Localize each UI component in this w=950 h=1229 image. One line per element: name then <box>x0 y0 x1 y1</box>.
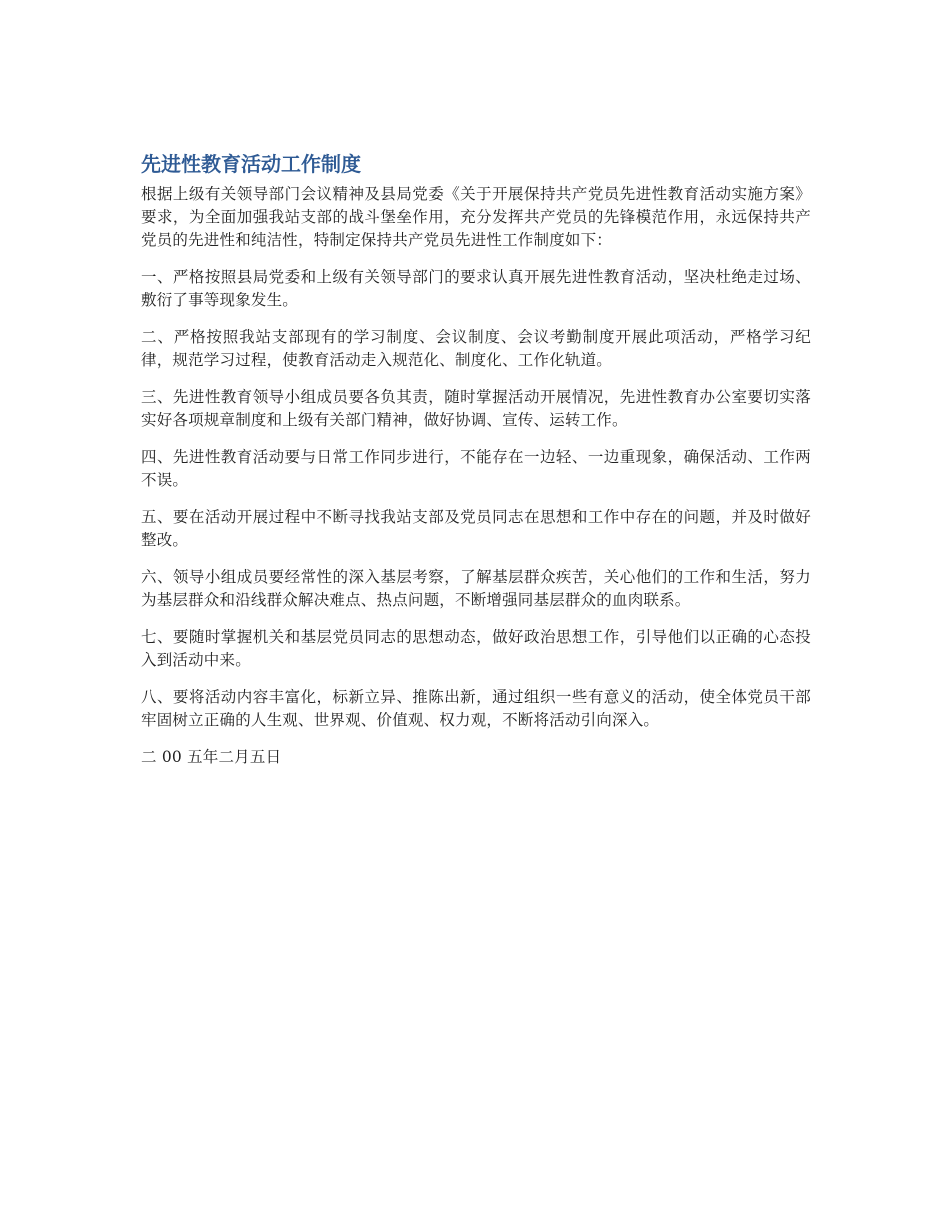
rule-item-4: 四、先进性教育活动要与日常工作同步进行，不能存在一边轻、一边重现象，确保活动、工作两不误。 <box>141 448 811 489</box>
document-title: 先进性教育活动工作制度 <box>141 152 361 176</box>
rule-item-7: 七、要随时掌握机关和基层党员同志的思想动态，做好政治思想工作，引导他们以正确的心态投入到活动中来。 <box>141 628 811 669</box>
rule-item-8: 八、要将活动内容丰富化，标新立异、推陈出新，通过组织一些有意义的活动，使全体党员干部牢固树立正确的人生观、世界观、价值观、权力观，不断将活动引向深入。 <box>141 688 811 729</box>
rule-item-5: 五、要在活动开展过程中不断寻找我站支部及党员同志在思想和工作中存在的问题，并及时做好整改。 <box>141 508 811 549</box>
intro-paragraph: 根据上级有关领导部门会议精神及县局党委《关于开展保持共产党员先进性教育活动实施方案》要求，为全面加强我站支部的战斗堡垒作用，充分发挥共产党员的先锋模范作用，永远保持共产党员的先进性和纯洁性，特制定保持共产党员先进性工作制度如下： <box>141 185 811 249</box>
document-page <box>141 149 811 769</box>
rule-item-1: 一、严格按照县局党委和上级有关领导部门的要求认真开展先进性教育活动，坚决杜绝走过场、敷衍了事等现象发生。 <box>141 268 811 309</box>
document-date: 二 00 五年二月五日 <box>141 748 282 766</box>
rule-item-2: 二、严格按照我站支部现有的学习制度、会议制度、会议考勤制度开展此项活动，严格学习纪律，规范学习过程，使教育活动走入规范化、制度化、工作化轨道。 <box>141 328 811 369</box>
rule-item-3: 三、先进性教育领导小组成员要各负其责，随时掌握活动开展情况，先进性教育办公室要切实落实好各项规章制度和上级有关部门精神，做好协调、宣传、运转工作。 <box>141 388 811 429</box>
rule-item-6: 六、领导小组成员要经常性的深入基层考察，了解基层群众疾苦，关心他们的工作和生活，努力为基层群众和沿线群众解决难点、热点问题，不断增强同基层群众的血肉联系。 <box>141 568 811 609</box>
